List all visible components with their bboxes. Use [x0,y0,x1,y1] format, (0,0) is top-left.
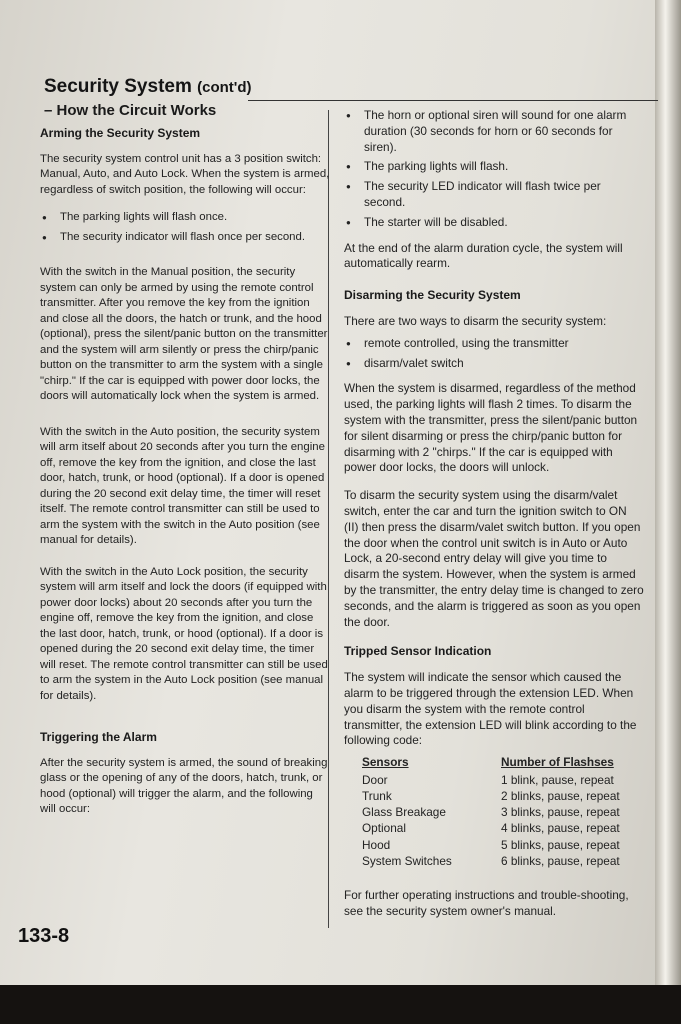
sensor-cell: Trunk [362,789,392,804]
flash-cell: 5 blinks, pause, repeat [501,837,620,852]
trigger-paragraph: After the security system is armed, the sound of breaking glass or the opening of any of the doors, hatch, trunk, or hood (optional) will trigger the alarm, and the following will occur: [40,756,328,815]
bullet-item: ● The starter will be disabled. [344,215,644,231]
autolock-paragraph: With the switch in the Auto Lock position, the security system will arm itself and lock the doors (if equipped with power door locks) about 20 seconds after you turn the engine off, remove the key from the ignition, and close the last door, hatch, trunk, or hood (optional). If a door is opened during the 20 second exit delay time, the timer will reset. The remote control transmitter can still be used to arm the system in the Auto Lock position (see manual for details). [40,565,328,702]
title-text: Security System [44,76,192,97]
alarm-bullets [344,108,644,231]
page-title [44,76,252,98]
flash-cell: 1 blink, pause, repeat [501,772,614,787]
closing-paragraph: For further operating instructions and trouble-shooting, see the security system owner's manual. [344,888,629,918]
bullet-item: ● The security LED indicator will flash twice per second. [344,179,644,211]
tripped-heading: Tripped Sensor Indication [344,644,492,659]
bullet-item: ● remote controlled, using the transmitter [344,336,644,352]
disarm-intro: There are two ways to disarm the security system: [344,313,607,328]
disarm-paragraph-1: When the system is disarmed, regardless of the method used, the parking lights will flash 2 times. To disarm the system with the transmitter, press the silent/panic button for silent disarming or press the chirp/panic button for disarming with 2 "chirps." If the car is equipped with power door locks, the doors will unlock. [344,381,638,475]
flash-code-table [362,755,644,870]
header-rule [248,100,658,101]
sensors-header: Sensors [362,755,409,770]
flashes-column [501,755,641,870]
flash-cell: 6 blinks, pause, repeat [501,853,620,868]
sensors-column [362,755,487,870]
page-number: 133-8 [18,925,70,947]
sensor-cell: Door [362,772,388,787]
bullet-item: ● The horn or optional siren will sound for one alarm duration (30 seconds for horn or 60 seconds for siren). [344,108,644,155]
bullet-item: ● disarm/valet switch [344,356,644,372]
sensor-cell: System Switches [362,853,452,868]
title-contd: (cont'd) [197,79,252,96]
sensor-cell: Optional [362,821,406,836]
section-subhead: – How the Circuit Works [44,102,217,119]
disarm-heading: Disarming the Security System [344,288,521,303]
sensor-cell: Hood [362,837,391,852]
rearm-paragraph: At the end of the alarm duration cycle, the system will automatically rearm. [344,240,623,271]
arming-heading: Arming the Security System [40,126,201,140]
bullet-item: ● The parking lights will flash once. [40,210,330,226]
arming-bullets [40,210,330,245]
tripped-paragraph: The system will indicate the sensor which caused the alarm to be triggered through the extension LED. When you disarm the system with the remote control transmitter, the extension LED will blink according to the following code: [344,670,637,748]
arming-intro: The security system control unit has a 3 position switch: Manual, Auto, and Auto Lock. When the system is armed, regardless of switch position, the following will occur: [40,152,330,196]
flash-cell: 4 blinks, pause, repeat [501,821,620,836]
flashes-header: Number of Flashses [501,755,614,770]
trigger-heading: Triggering the Alarm [40,730,157,744]
manual-paragraph: With the switch in the Manual position, the security system can only be armed by using the remote control transmitter. After you remove the key from the ignition and close all the doors, the hatch or trunk, and the hood (optional), press the silent/panic button on the transmitter and the system will arm silently or press the chirp/panic button on the transmitter to arm the system with a single "chirp." If the car is equipped with power door locks, the doors will automatically lock when the system is armed. [40,266,328,402]
bullet-item: ● The security indicator will flash once per second. [40,230,330,246]
flash-cell: 2 blinks, pause, repeat [501,789,620,804]
disarm-bullets [344,336,644,372]
bullet-item: ● The parking lights will flash. [344,159,644,175]
auto-paragraph: With the switch in the Auto position, the security system will arm itself about 20 seconds after you turn the engine off, remove the key from the ignition, and close the last door, hatch, trunk, or hood (optional). If a door is opened during the 20 second exit delay time, the timer will reset itself. The remote control transmitter can still be used to arm the system with the switch in the Auto position (see manual for details). [40,425,325,546]
left-column [40,126,330,830]
right-column [344,108,644,932]
sensor-cell: Glass Breakage [362,805,446,820]
disarm-paragraph-2: To disarm the security system using the disarm/valet switch, enter the car and turn the ignition switch to ON (II) then press the disarm/valet switch button. If you open the door when the control unit switch is in Auto or Auto Lock, a 20-second entry delay will give you time to disarm the system. However, when the system is armed by the transmitter, the entry delay time is changed to zero seconds, and the alarm is triggered as soon as you open the door. [344,488,644,629]
flash-cell: 3 blinks, pause, repeat [501,805,620,820]
